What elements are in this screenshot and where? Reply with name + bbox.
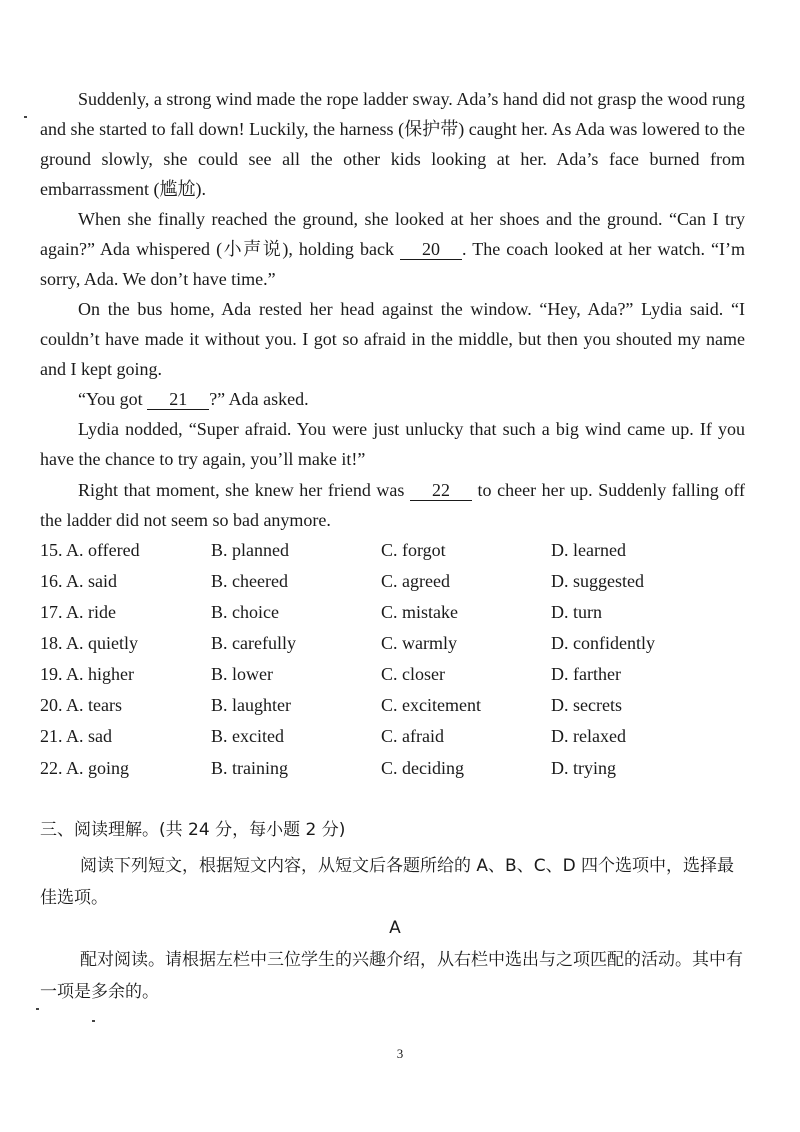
option-d: D. turn xyxy=(551,602,602,622)
passage-text: On the bus home, Ada rested her head against the window. “Hey, Ada?” Lydia said. “I couldn’t have made it without you. I got so afraid in the middle, but then you shouted my name and I kept going. xyxy=(40,299,745,379)
passage-paragraph-1 xyxy=(40,84,745,204)
passage-text: Suddenly, a strong wind made the rope ladder sway. Ada’s hand did not grasp the wood rung and she started to fall down! Luckily, the harness (保护带) caught her. As Ada was lowered to the ground slowly, she could see all the other kids looking at her. Ada’s face burned from embarrassment (尴尬). xyxy=(40,89,745,199)
option-row-21 xyxy=(40,721,760,752)
option-b: B. choice xyxy=(211,602,279,622)
passage-text: to cheer her up. Suddenly falling off the ladder did not seem so bad anymore. xyxy=(40,480,746,530)
passage-paragraph-4 xyxy=(40,384,745,414)
option-b: B. planned xyxy=(211,540,289,560)
option-a: 19. A. higher xyxy=(40,664,134,684)
option-a: 15. A. offered xyxy=(40,540,140,560)
passage-text: “You got xyxy=(78,389,143,409)
scan-speck xyxy=(36,1008,39,1010)
option-a: 18. A. quietly xyxy=(40,633,138,653)
passage-paragraph-2 xyxy=(40,204,745,294)
passage-paragraph-5 xyxy=(40,414,745,474)
option-row-20 xyxy=(40,690,760,721)
blank-20: 20 xyxy=(400,239,462,260)
option-c: C. afraid xyxy=(381,726,444,746)
option-d: D. secrets xyxy=(551,695,622,715)
option-c: C. agreed xyxy=(381,571,450,591)
option-row-16 xyxy=(40,566,760,597)
option-b: B. carefully xyxy=(211,633,296,653)
option-c: C. deciding xyxy=(381,758,464,778)
option-d: D. farther xyxy=(551,664,621,684)
part-intro: 配对阅读。请根据左栏中三位学生的兴趣介绍，从右栏中选出与之项匹配的活动。其中有一项是多余的。 xyxy=(40,950,743,1002)
blank-22: 22 xyxy=(410,480,472,501)
passage-text: . The coach looked at her watch. “I’m sorry, Ada. We don’t have time.” xyxy=(40,239,745,289)
option-c: C. excitement xyxy=(381,695,481,715)
option-row-17 xyxy=(40,597,760,628)
scan-speck xyxy=(92,1020,95,1022)
passage-paragraph-3 xyxy=(40,294,745,384)
option-a: 22. A. going xyxy=(40,758,130,778)
option-c: C. mistake xyxy=(381,602,458,622)
option-c: C. closer xyxy=(381,664,445,684)
option-b: B. cheered xyxy=(211,571,288,591)
option-row-18 xyxy=(40,628,760,659)
option-a: 17. A. ride xyxy=(40,602,116,622)
option-a: 20. A. tears xyxy=(40,695,122,715)
passage-text: Right that moment, she knew her friend was xyxy=(78,480,405,500)
option-d: D. trying xyxy=(551,758,616,778)
passage-text: Lydia nodded, “Super afraid. You were just unlucky that such a big wind came up. If you have the chance to try again, you’ll make it!” xyxy=(40,419,745,469)
option-a: 16. A. said xyxy=(40,571,118,591)
option-a: 21. A. sad xyxy=(40,726,112,746)
option-c: C. warmly xyxy=(381,633,457,653)
option-b: B. lower xyxy=(211,664,273,684)
page-number: 3 xyxy=(396,1046,404,1061)
section-instruction: 阅读下列短文，根据短文内容，从短文后各题所给的 A、B、C、D 四个选项中，选择最佳选项。 xyxy=(40,856,735,908)
part-label: A xyxy=(389,918,401,938)
option-d: D. confidently xyxy=(551,633,655,653)
passage-text: ?” Ada asked. xyxy=(209,389,309,409)
option-row-19 xyxy=(40,659,760,690)
option-c: C. forgot xyxy=(381,540,446,560)
option-d: D. relaxed xyxy=(551,726,626,746)
scan-speck xyxy=(24,116,27,118)
option-b: B. excited xyxy=(211,726,284,746)
section-heading: 三、阅读理解。(共 24 分，每小题 2 分) xyxy=(40,820,346,840)
blank-21: 21 xyxy=(147,389,209,410)
option-d: D. suggested xyxy=(551,571,644,591)
option-d: D. learned xyxy=(551,540,626,560)
option-row-15 xyxy=(40,535,760,566)
option-b: B. training xyxy=(211,758,288,778)
option-b: B. laughter xyxy=(211,695,291,715)
passage-text: When she finally reached the ground, she looked at her shoes and the ground. “Can I try again?” Ada whispered (小声说), holding back xyxy=(40,209,745,259)
option-row-22 xyxy=(40,753,760,784)
passage-paragraph-6 xyxy=(40,475,745,535)
